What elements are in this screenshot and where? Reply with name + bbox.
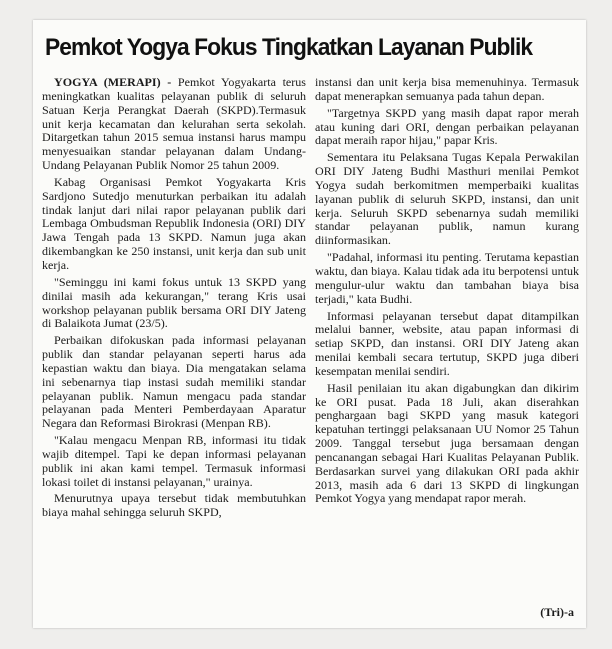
article-paragraph [42,76,306,173]
article-paragraph: "Padahal, informasi itu penting. Terutama kepastian waktu, dan biaya. Kalau tidak ada itu berpotensi untuk mengulur-ulur waktu dan tambahan biaya bisa terjadi," kata Budhi. [315,250,579,306]
article-paragraph: Perbaikan difokuskan pada informasi pelayanan publik dan standar pelayanan seperti harus ada kepastian waktu dan biaya. Dia mengatakan selama ini sebenarnya tiap instasi sudah memiliki standar pelayanan publik. Namun mengacu pada standar pelayanan pada Menteri Pemberdayaan Aparatur Negara dan Reformasi Birokrasi (Menpan RB). [42,333,306,431]
article-paragraph: Informasi pelayanan tersebut dapat ditampilkan melalui banner, website, atau papan informasi di setiap SKPD, dan instansi. ORI DIY Jateng akan menilai kembali secara tertutup, SKPD juga diberi kesempatan menilai sendiri. [315,308,579,378]
article-paragraph: instansi dan unit kerja bisa memenuhinya. Termasuk dapat menerapkan semuanya pada tahun depan. [315,75,579,103]
article-paragraph: Kabag Organisasi Pemkot Yogyakarta Kris Sardjono Sutedjo menuturkan perbaikan itu adalah tindak lanjut dari nilai rapor pelayanan publik dari Lembaga Ombudsman Republik Indonesia (ORI) DIY Jawa Tengah pada 13 SKPD. Namun juga akan dikembangkan ke 250 instansi, unit kerja dan sub unit kerja. [42,174,306,272]
paragraph-text: Pemkot Yogyakarta terus meningkatkan kualitas pelayanan publik di seluruh Satuan Kerja Perangkat Daerah (SKPD).Termasuk unit kerja kecamatan dan kelurahan serta sekolah. Ditargetkan tahun 2015 semua instansi harus mampu menyesuaikan standar pelayanan dalam Undang-Undang Pelayanan Publik Nomor 25 tahun 2009. [42,75,306,173]
newspaper-clipping [33,20,586,628]
article-paragraph: "Kalau mengacu Menpan RB, informasi itu tidak wajib ditempel. Tapi ke depan informasi pelayanan publik ini akan kami tempel. Termasuk informasi lokasi toilet di instansi pelayanan," urainya. [42,433,306,489]
article-paragraph: Menurutnya upaya tersebut tidak membutuhkan biaya mahal sehingga seluruh SKPD, [42,491,306,520]
article-paragraph: "Seminggu ini kami fokus untuk 13 SKPD yang dinilai masih ada kekurangan," terang Kris usai workshop pelayanan publik bersama ORI DIY Jateng di Balaikota Jumat (23/5). [42,274,306,331]
article-column-left [42,76,306,523]
headline: Pemkot Yogya Fokus Tingkatkan Layanan Publik [45,34,533,61]
article-column-right [315,76,579,509]
author-signature: (Tri)-a [540,605,574,619]
article-paragraph: "Targetnya SKPD yang masih dapat rapor merah atau kuning dari ORI, dengan perbaikan pelayanan dapat meraih rapor hijau," papar Kris. [315,105,579,148]
article-paragraph: Hasil penilaian itu akan digabungkan dan dikirim ke ORI pusat. Pada 18 Juli, akan diserahkan penghargaan bagi SKPD yang masuk kategori kepatuhan tertinggi pelaksanaan UU Nomor 25 Tahun 2009. Tanggal tersebut juga bersamaan dengan pencanangan sebagai Hari Kualitas Pelayanan Publik. Berdasarkan survei yang dilakukan ORI pada akhir 2013, masih ada 6 dari 13 SKPD di lingkungan Pemkot Yogya yang mendapat rapor merah. [315,380,579,506]
article-paragraph: Sementara itu Pelaksana Tugas Kepala Perwakilan ORI DIY Jateng Budhi Masthuri menilai Pemkot Yogya sudah berkomitmen memperbaiki kualitas layanan publik di seluruh SKPD, instansi, dan unit kerja. Seluruh SKPD sebenarnya sudah memiliki standar pelayanan publik, namun kurang diinformasikan. [315,150,579,248]
dateline: YOGYA (MERAPI) - [54,75,172,89]
